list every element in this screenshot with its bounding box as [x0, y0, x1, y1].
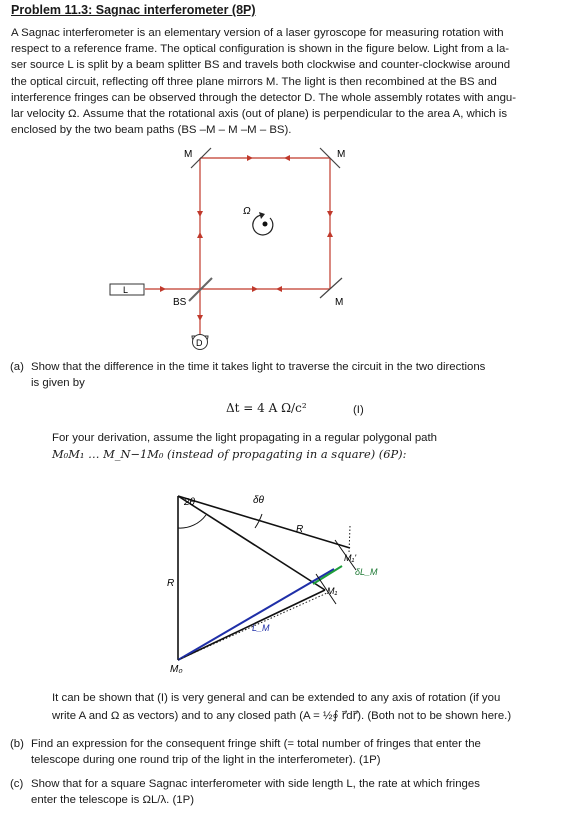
generality-line: write A and Ω as vectors) and to any closed path (A = ½∮ r⃗dr⃗). (Both not to be shown here.): [52, 710, 512, 722]
detector-label: D: [196, 338, 203, 348]
intro-line: A Sagnac interferometer is an elementary version of a laser gyroscope for measuring rotation with: [11, 27, 504, 39]
generality-note: [52, 689, 557, 725]
r-label-side: R: [167, 578, 175, 589]
splitter-label: BS: [173, 297, 187, 308]
part-c-line: enter the telescope is ΩL/λ. (1P): [31, 794, 195, 806]
m1prime-label: M₁': [344, 553, 357, 563]
part-b: [10, 736, 556, 768]
m0-label: M₀: [170, 664, 183, 675]
mirror-label-top-left: M: [184, 149, 193, 160]
m1-label: M₁: [327, 586, 338, 596]
intro-line: interference fringes can be observed through the detector D. The whole assembly rotates with angu-: [11, 91, 517, 104]
derivation-line: M₀M₁ … M_N−1M₀ (instead of propagating in a square) (6P):: [52, 447, 407, 461]
equation-number: (I): [353, 404, 364, 416]
equation-I: Δt = 4 A Ω/c²: [226, 401, 307, 415]
problem-title: Problem 11.3: Sagnac interferometer (8P): [11, 3, 256, 17]
part-b-line: Find an expression for the consequent fringe shift (= total number of fringes that enter the: [31, 738, 481, 750]
part-b-label: (b): [10, 738, 24, 750]
omega-label: Ω: [243, 206, 251, 217]
part-a-line: is given by: [31, 377, 85, 389]
part-c-line: Show that for a square Sagnac interferometer with side length L, the rate at which fringes: [31, 778, 480, 790]
generality-line: It can be shown that (I) is very general and can be extended to any axis of rotation (if you: [52, 692, 501, 704]
part-b-line: telescope during one round trip of the light in the interferometer). (1P): [31, 754, 381, 766]
green-segment: [313, 566, 342, 584]
intro-line: respect to a reference frame. The optical configuration is shown in the figure below. Light from a la-: [11, 43, 510, 56]
part-a-label: (a): [10, 361, 24, 373]
part-c-label: (c): [10, 778, 24, 790]
r-label-top: R: [296, 524, 304, 535]
lm-label: L_M: [252, 623, 270, 633]
angle-label: 2θ: [184, 497, 195, 508]
derivation-line: For your derivation, assume the light propagating in a regular polygonal path: [52, 432, 437, 444]
dotted-circle: [349, 526, 350, 553]
angle-arc: [178, 515, 206, 528]
source-label: L: [123, 285, 129, 295]
part-a-line: Show that the difference in the time it takes light to traverse the circuit in the two directions: [31, 361, 486, 373]
mirror-label-bottom-right: M: [335, 297, 344, 308]
dtheta-label: δθ: [253, 495, 264, 506]
mirror-label-top-right: M: [337, 149, 346, 160]
part-c: [10, 776, 556, 808]
intro-line: ser source L is split by a beam splitter BS and travels both clockwise and counter-clockwise around: [11, 59, 511, 72]
intro-line: lar velocity Ω. Assume that the rotational axis (out of plane) is perpendicular to the area A, which is: [11, 108, 508, 121]
dlm-label: δL_M: [355, 567, 378, 577]
intro-line: enclosed by the two beam paths (BS –M – M –M – BS).: [11, 124, 292, 137]
intro-line: the optical circuit, reflecting off three plane mirrors M. The light is then recombined at the BS and: [11, 75, 497, 88]
blue-path: [178, 569, 334, 660]
